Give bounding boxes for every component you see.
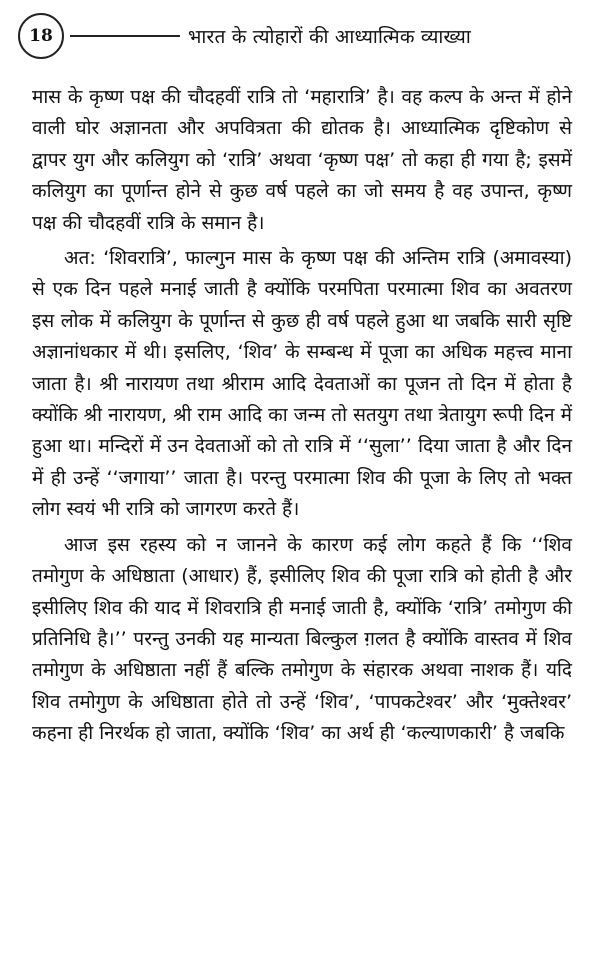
page-number: 18 xyxy=(18,13,64,59)
running-title: भारत के त्योहारों की आध्यात्मिक व्याख्या xyxy=(188,26,471,48)
paragraph-3: आज इस रहस्य को न जानने के कारण कई लोग कहते हैं कि ‘‘शिव तमोगुण के अधिष्ठाता (आधार) हैं, इसीलिए शिव की पूजा रात्रि को होती है और इसीलिए शिव की याद में शिवरात्रि ही मनाई जाती है, क्योंकि ‘रात्रि’ तमोगुण की प्रतिनिधि है।’’ परन्तु उनकी यह मान्यता बिल्कुल ग़लत है क्योंकि वास्तव में शिव तमोगुण के अधिष्ठाता नहीं हैं बल्कि तमोगुण के संहारक अथवा नाशक हैं। यदि शिव तमोगुण के अधिष्ठाता होते तो उन्हें ‘शिव’, ‘पापकटेश्वर’ और ‘मुक्तेश्वर’ कहना ही निरर्थक हो जाता, क्योंकि ‘शिव’ का अर्थ ही ‘कल्याणकारी’ है जबकि xyxy=(32,533,572,745)
page-header xyxy=(18,14,584,58)
page-body xyxy=(32,82,572,750)
paragraph-1: मास के कृष्ण पक्ष की चौदहवीं रात्रि तो ‘महारात्रि’ है। वह कल्प के अन्त में होने वाली घोर अज्ञानता और अपवित्रता की द्योतक है। आध्यात्मिक दृष्टिकोण से द्वापर युग और कलियुग को ‘रात्रि’ अथवा ‘कृष्ण पक्ष’ तो कहा ही गया है; इसमें कलियुग का पूर्णान्त होने से कुछ वर्ष पहले का जो समय है वह उपान्त, कृष्ण पक्ष की चौदहवीं रात्रि के समान है। xyxy=(32,86,572,234)
paragraph-2: अत: ‘शिवरात्रि’, फाल्गुन मास के कृष्ण पक्ष की अन्तिम रात्रि (अमावस्या) से एक दिन पहले मनाई जाती है क्योंकि परमपिता परमात्मा शिव का अवतरण इस लोक में कलियुग के पूर्णान्त से कुछ ही वर्ष पहले हुआ था जबकि सारी सृष्टि अज्ञानांधकार में थी। इसलिए, ‘शिव’ के सम्बन्ध में पूजा का अधिक महत्त्व माना जाता है। श्री नारायण तथा श्रीराम आदि देवताओं का पूजन तो दिन में होता है क्योंकि श्री नारायण, श्री राम आदि का जन्म तो सतयुग तथा त्रेतायुग रूपी दिन में हुआ था। मन्दिरों में उन देवताओं को तो रात्रि में ‘‘सुला’’ दिया जाता है और दिन में ही उन्हें ‘‘जगाया’’ जाता है। परन्तु परमात्मा शिव की पूजा के लिए तो भक्त लोग स्वयं भी रात्रि को जागरण करते हैं। xyxy=(32,247,572,521)
header-rule xyxy=(70,35,180,37)
